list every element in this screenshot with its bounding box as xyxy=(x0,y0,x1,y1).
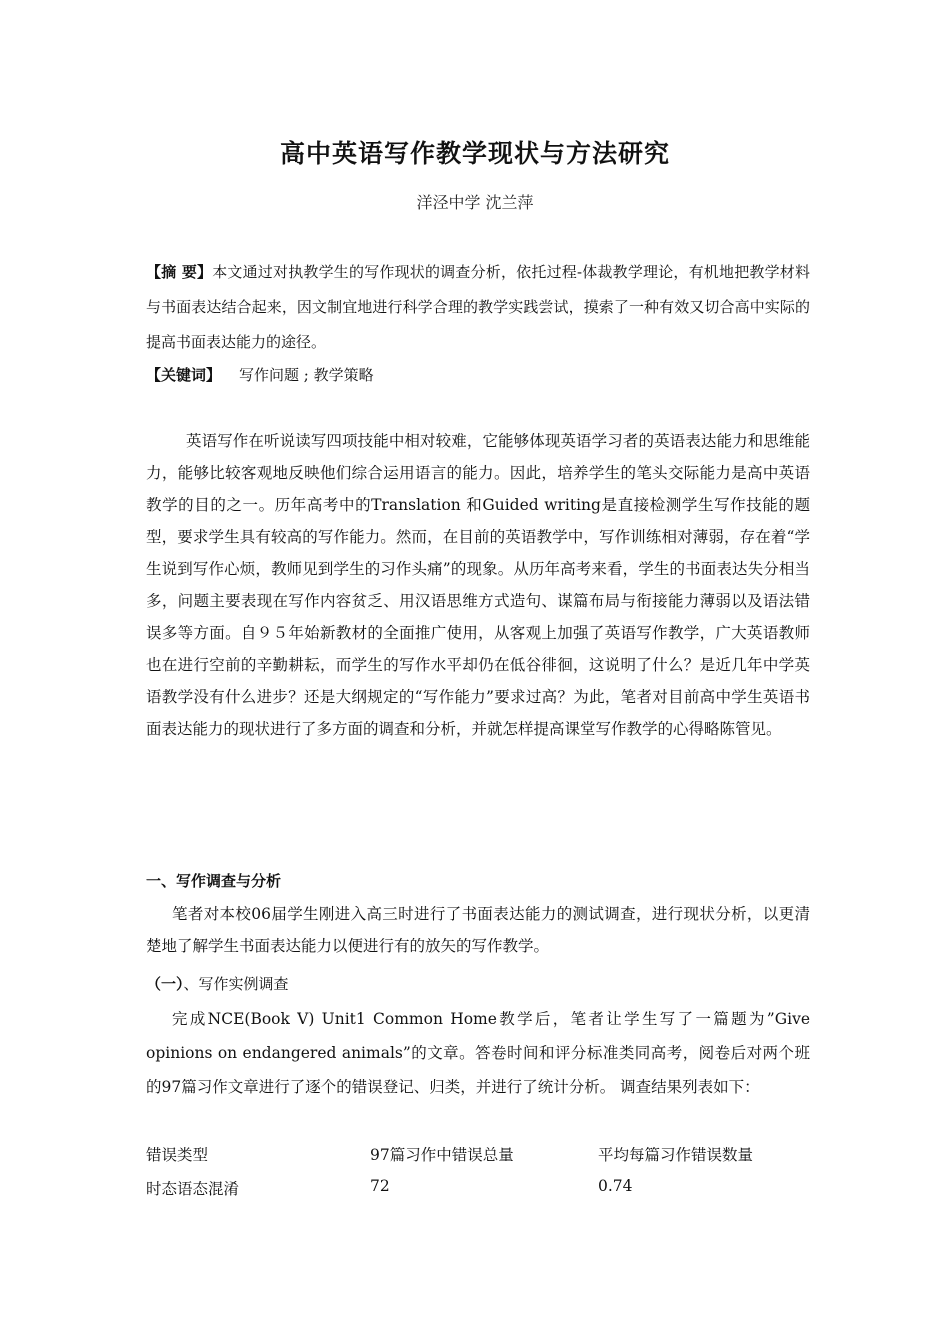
table-header-cell: 97篇习作中错误总量 xyxy=(370,1146,514,1164)
sub-heading-number: （一） xyxy=(146,975,184,993)
table-header-row xyxy=(146,1143,810,1177)
section-paragraph: 笔者对本校06届学生刚进入高三时进行了书面表达能力的测试调查，进行现状分析，以更清楚地了解学生书面表达能力以便进行有的放矢的写作教学。 xyxy=(146,905,810,955)
abstract-block xyxy=(146,255,810,360)
author-line: 洋泾中学 沈兰萍 xyxy=(416,193,534,212)
table-header-cell: 平均每篇习作错误数量 xyxy=(598,1146,754,1164)
document-title: 高中英语写作教学现状与方法研究 xyxy=(279,139,670,168)
abstract-tag: 【摘 要】 xyxy=(146,263,213,281)
table-row xyxy=(146,1177,810,1211)
section-heading: 一、写作调查与分析 xyxy=(146,872,282,890)
table-cell: 72 xyxy=(370,1177,390,1195)
abstract-text: 本文通过对执教学生的写作现状的调查分析，依托过程-体裁教学理论，有机地把教学材料与书面表达结合起来，因文制宜地进行科学合理的教学实践尝试，摸索了一种有效又切合高中实际的提高书面表达能力的途径。 xyxy=(146,263,810,351)
keywords-tag: 【关键词】 xyxy=(146,366,222,384)
intro-paragraph: 英语写作在听说读写四项技能中相对较难，它能够体现英语学习者的英语表达能力和思维能力，能够比较客观地反映他们综合运用语言的能力。因此，培养学生的笔头交际能力是高中英语教学的目的之一。历年高考中的Translation 和Guided writing是直接检测学生写作技能的题型，要求学生具有较高的写作能力。然而，在目前的英语教学中，写作训练相对薄弱，存在着“学生说到写作心烦，教师见到学生的习作头痛”的现象。从历年高考来看，学生的书面表达失分相当多，问题主要表现在写作内容贫乏、用汉语思维方式造句、谋篇布局与衔接能力薄弱以及语法错误多等方面。自９５年始新教材的全面推广使用，从客观上加强了英语写作教学，广大英语教师也在进行空前的辛勤耕耘，而学生的写作水平却仍在低谷徘徊，这说明了什么？是近几年中学英语教学没有什么进步？还是大纲规定的“写作能力”要求过高？为此，笔者对目前高中学生英语书面表达能力的现状进行了多方面的调查和分析，并就怎样提高课堂写作教学的心得略陈管见。 xyxy=(146,432,810,738)
sub-paragraph: 完成NCE(Book V) Unit1 Common Home教学后，笔者让学生写了一篇题为”Give opinions on endangered animals”的文章。答卷时间和评分标准类同高考，阅卷后对两个班的97篇习作文章进行了逐个的错误登记、归类，并进行了统计分析。 调查结果列表如下： xyxy=(146,1010,810,1096)
table-cell: 0.74 xyxy=(598,1177,633,1195)
keywords-text: 写作问题 ; 教学策略 xyxy=(239,366,374,384)
sub-heading xyxy=(146,970,289,998)
keywords-block xyxy=(146,360,374,390)
error-table xyxy=(146,1143,810,1211)
table-header-cell: 错误类型 xyxy=(146,1146,209,1164)
sub-heading-text: 、写作实例调查 xyxy=(183,975,289,993)
table-cell: 时态语态混淆 xyxy=(146,1180,240,1198)
